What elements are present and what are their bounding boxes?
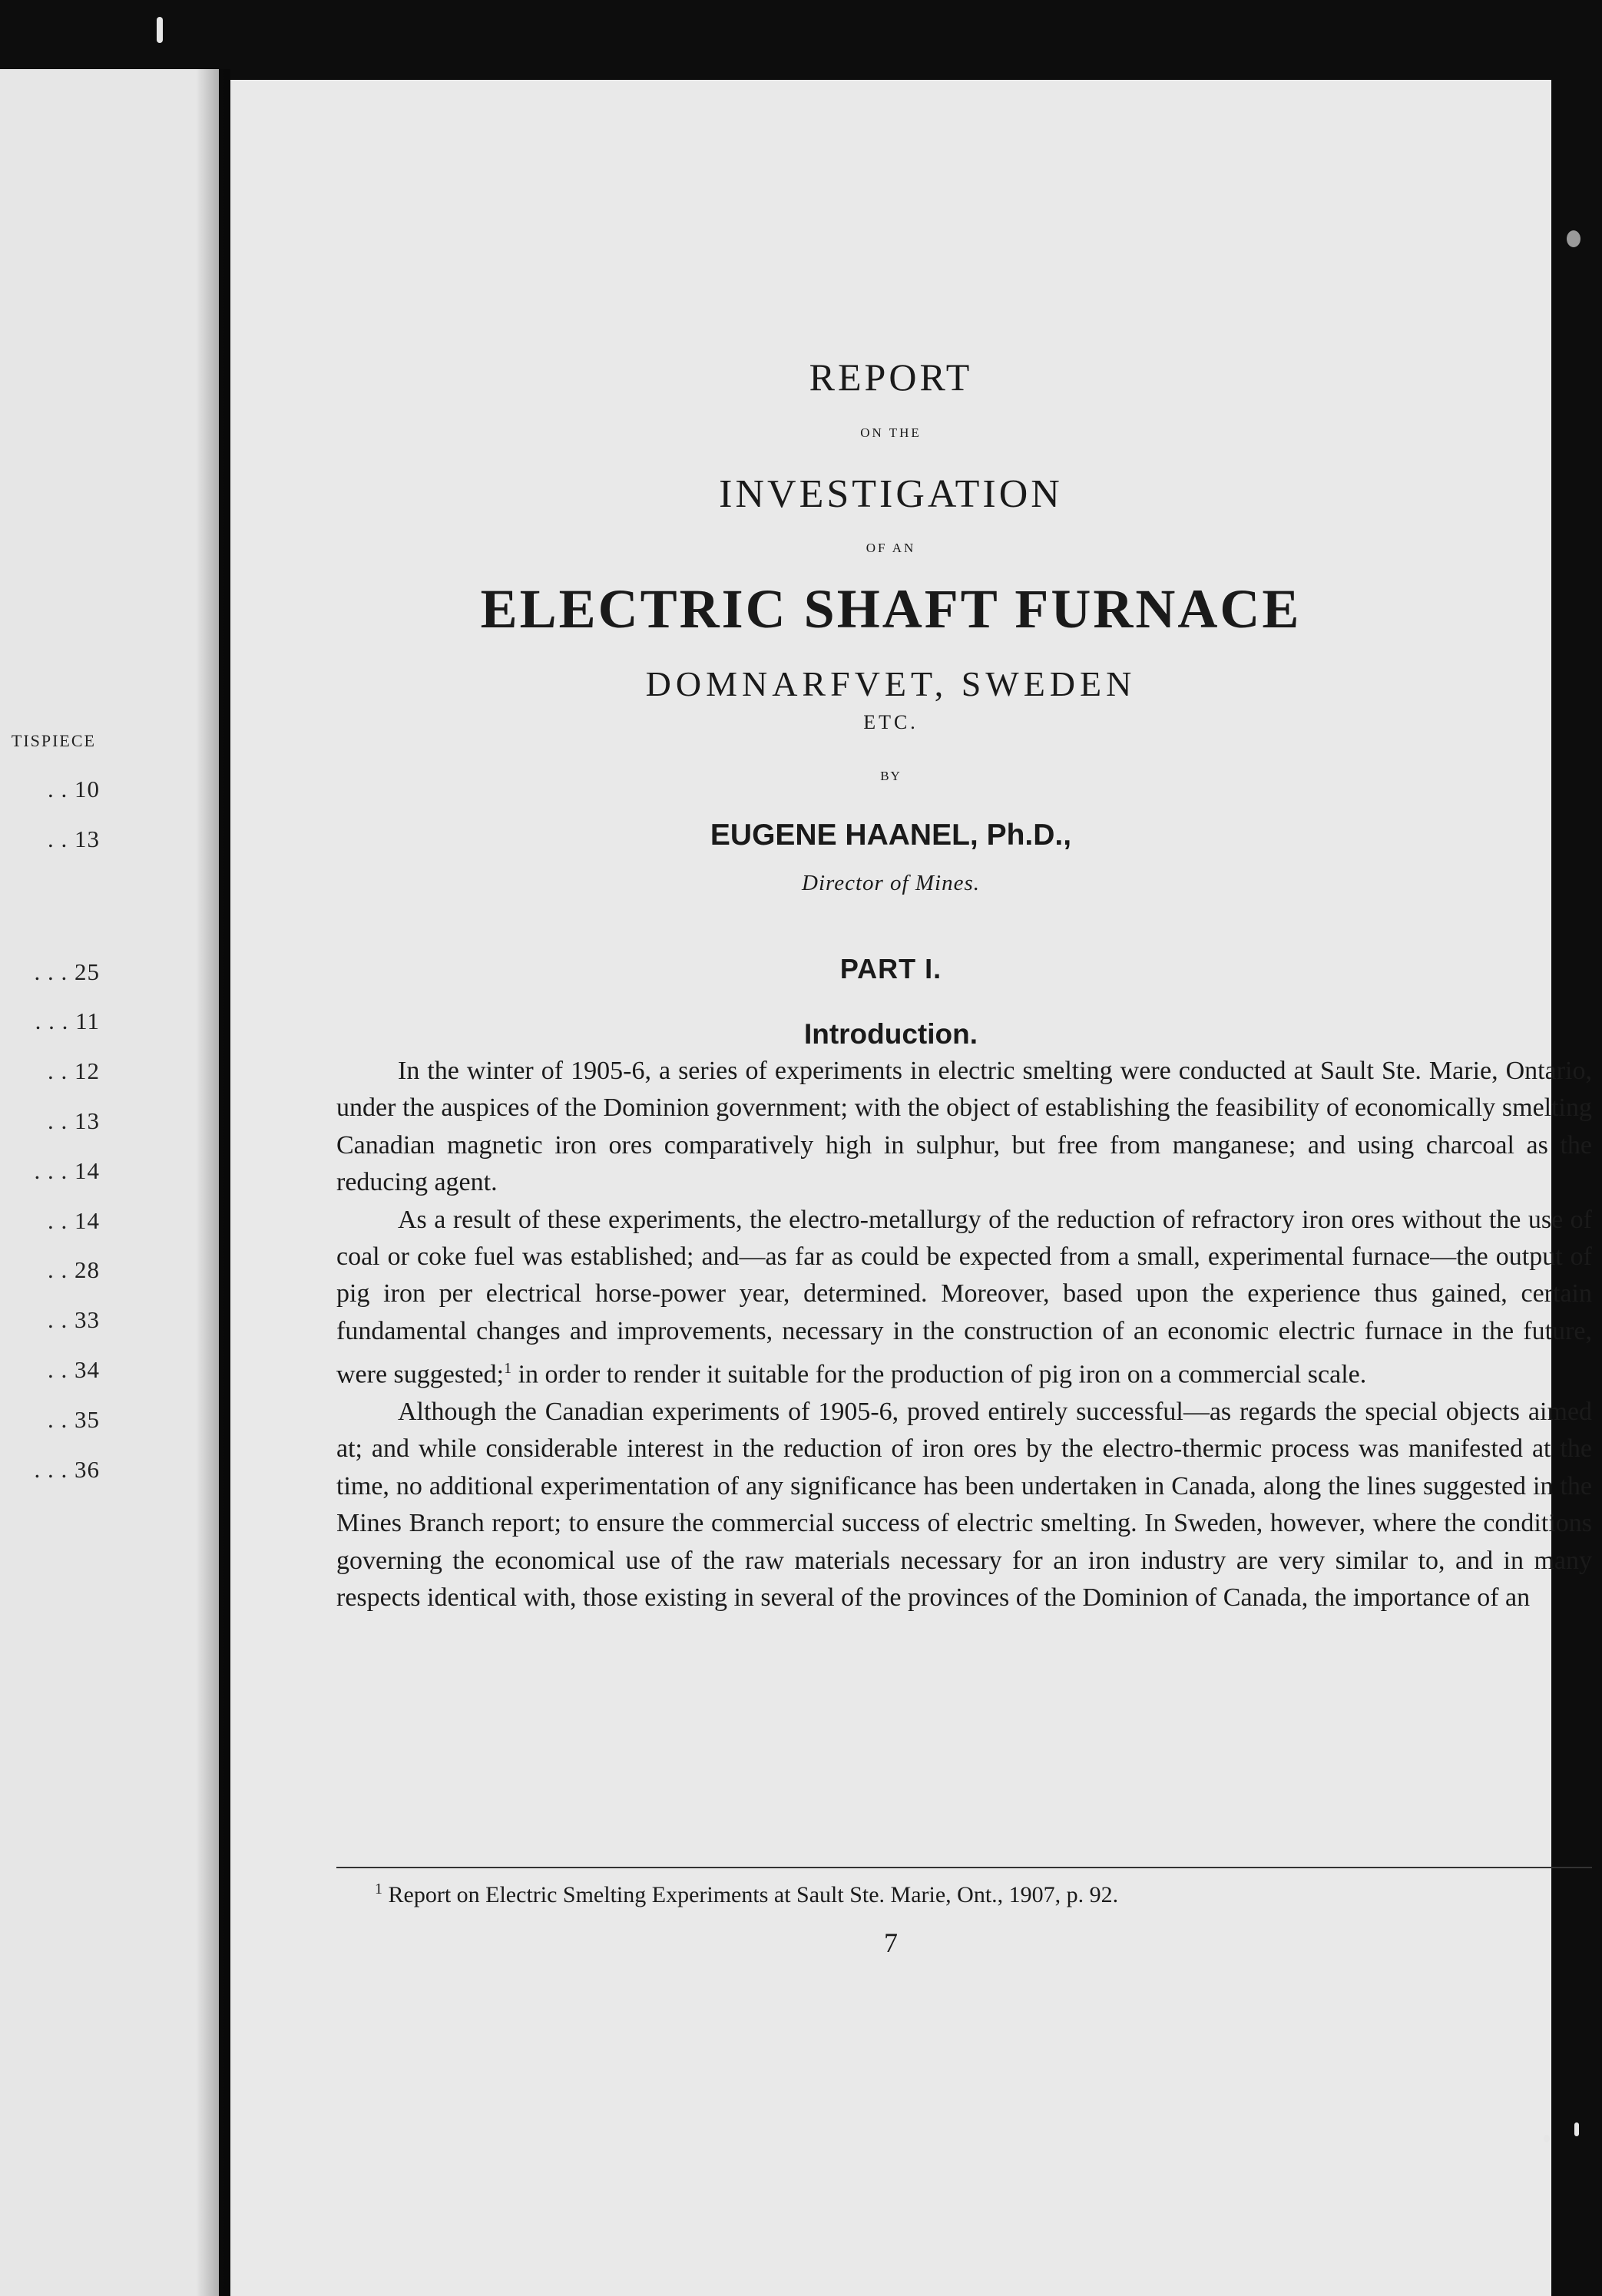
gutter-shadow <box>196 69 230 2296</box>
paragraph-text: in order to render it suitable for the production of pig iron on a commercial scale. <box>518 1360 1367 1389</box>
title-by: BY <box>880 769 902 783</box>
part-heading: PART I. <box>839 953 942 984</box>
footnote <box>375 1881 1573 1908</box>
author-role: Director of Mines. <box>802 871 980 895</box>
toc-item: . . 12 <box>48 1057 100 1084</box>
toc-item: . . 10 <box>48 776 100 802</box>
document-page <box>230 80 1592 2296</box>
toc-item: . . . 14 <box>34 1157 100 1184</box>
footnote-rule <box>336 1867 1592 1868</box>
toc-item: . . 28 <box>48 1256 100 1283</box>
section-heading: Introduction. <box>803 1018 978 1050</box>
scan-speck <box>1544 2135 1550 2142</box>
title-subject: ELECTRIC SHAFT FURNACE <box>480 578 1302 640</box>
title-report: REPORT <box>809 356 973 399</box>
title-etc: ETC. <box>863 711 919 733</box>
title-investigation: INVESTIGATION <box>719 472 1063 516</box>
title-place: DOMNARFVET, SWEDEN <box>645 664 1137 703</box>
toc-frontispiece: TISPIECE <box>11 731 96 750</box>
paragraph: Although the Canadian experiments of 1905-6, proved entirely successful—as regards the special objects aimed at; and while considerable interest in the reduction of iron ores by the electro-thermic process was manifested at the time, no additional experimentation of any significance has been undertaken in Canada, along the lines suggested in the Mines Branch report; to ensure the commercial success of electric smelting. In Sweden, however, where the conditions governing the economical use of the raw materials necessary for an iron industry are very similar to, and in many respects identical with, those existing in several of the provinces of the Dominion of Canada, the importance of an <box>336 1397 1592 1613</box>
author-name: EUGENE HAANEL, Ph.D., <box>710 819 1072 852</box>
toc-item: . . . 36 <box>34 1456 100 1483</box>
paragraph-text: As a result of these experiments, the electro-metallurgy of the reduction of refractory iron ores without the use of coal or coke fuel was established; and—as far as could be expected from a small, experimental furnace—the output of pig iron per electrical horse-power year, determined. Moreover, based upon the experience thus gained, certain fundamental changes and improvements, necessary in the construction of an economic electric furnace in the future, were suggested; <box>336 1205 1592 1389</box>
toc-item: . . 33 <box>48 1306 100 1333</box>
title-of-an: OF AN <box>866 541 916 555</box>
page-number: 7 <box>884 1927 898 1958</box>
toc-item: . . 35 <box>48 1406 100 1433</box>
paragraph <box>336 1202 1592 1394</box>
scan-speck <box>157 17 163 43</box>
footnote-marker: 1 <box>375 1881 382 1897</box>
title-on-the: ON THE <box>860 425 922 440</box>
toc-item: . . . 11 <box>35 1007 100 1034</box>
footnote-ref: 1 <box>504 1360 512 1378</box>
toc-item: . . 14 <box>48 1207 100 1234</box>
scan-speck <box>1567 230 1580 247</box>
scan-speck <box>1574 2122 1579 2136</box>
body-text <box>336 1053 1592 1616</box>
toc-item: . . 13 <box>48 825 100 852</box>
toc-item: . . 13 <box>48 1107 100 1134</box>
toc-item: . . 34 <box>48 1356 100 1383</box>
toc-item: . . . 25 <box>34 958 100 985</box>
facing-page <box>0 69 219 2296</box>
footnote-text: Report on Electric Smelting Experiments at Sault Ste. Marie, Ont., 1907, p. 92. <box>388 1882 1119 1907</box>
paragraph: In the winter of 1905-6, a series of experiments in electric smelting were conducted at Sault Ste. Marie, Ontario, under the auspices of the Dominion government; with the object of establishing the feasibility of economically smelting Canadian magnetic iron ores comparatively high in sulphur, but free from manganese; and using charcoal as the reducing agent. <box>336 1057 1592 1197</box>
